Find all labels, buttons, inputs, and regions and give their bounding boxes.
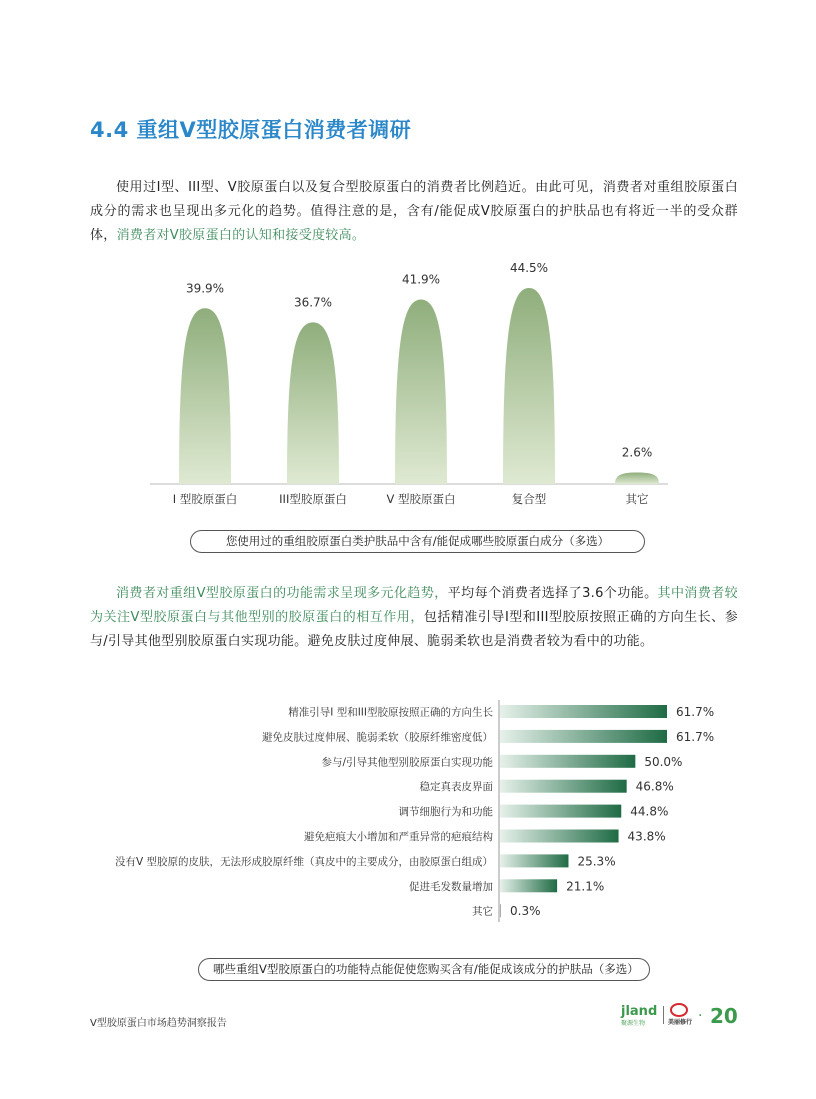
category-label-4: 其它 xyxy=(625,492,649,506)
footer-report-title: V型胶原蛋白市场趋势洞察报告 xyxy=(90,1018,227,1029)
logo-separator xyxy=(663,1006,664,1024)
hbar-value-5: 43.8% xyxy=(627,829,666,844)
category-label-2: V 型胶原蛋白 xyxy=(386,492,456,506)
hbar-1 xyxy=(500,730,667,743)
hbar-category-2: 参与/引导其他型别胶原蛋白实现功能 xyxy=(321,756,493,769)
hbar-category-6: 没有V 型胶原的皮肤，无法形成胶原纤维（真皮中的主要成分，由胶原蛋白组成） xyxy=(114,855,493,868)
bar-value-label-1: 36.7% xyxy=(293,295,333,310)
function-paragraph-highlight: 消费者对重组V型胶原蛋白的功能需求呈现多元化趋势， xyxy=(116,586,448,601)
function-paragraph-text: 平均每个消费者选择了3.6个功能。 xyxy=(447,586,658,601)
intro-paragraph-text: 使用过I型、III型、V胶原蛋白以及复合型胶原蛋白的消费者比例趋近。由此可见，消费者对重组胶原蛋白成分的需求也呈现出多元化的趋势。值得注意的是，含有/能促成V胶原蛋白的护肤品也有将近一半的受众群体， xyxy=(90,180,738,243)
hbar-7 xyxy=(500,879,557,892)
bar-value-label-0: 39.9% xyxy=(185,281,225,296)
function-paragraph-text-2: 包括精准引导I型和III型胶原按照正确的方向生长、参与/引导其他型别胶原蛋白实现功能。避免皮肤过度伸展、脆弱柔软也是消费者较为看中的功能。 xyxy=(90,610,738,649)
jland-logo: jland xyxy=(621,1004,658,1019)
hbar-category-7: 促进毛发数量增加 xyxy=(409,880,493,893)
hbar-value-1: 61.7% xyxy=(676,729,715,744)
hbar-5 xyxy=(500,830,619,843)
hbar-value-6: 25.3% xyxy=(577,854,616,869)
category-label-1: III型胶原蛋白 xyxy=(279,492,347,506)
partner-logo-icon xyxy=(670,1003,688,1017)
hbar-value-4: 44.8% xyxy=(630,804,669,819)
hbar-8 xyxy=(500,904,501,917)
page-number: 20 xyxy=(710,1004,738,1028)
hbar-6 xyxy=(500,854,568,867)
jland-logo-subtitle: 聚源生物 xyxy=(621,1020,646,1027)
intro-paragraph-highlight: 消费者对V胶原蛋白的认知和接受度较高。 xyxy=(116,228,366,243)
hbar-2 xyxy=(500,755,635,768)
ingredient-chart-caption: 您使用过的重组胶原蛋白类护肤品中含有/能促成哪些胶原蛋白成分（多选） xyxy=(190,530,645,553)
category-label-3: 复合型 xyxy=(511,492,547,506)
hbar-value-7: 21.1% xyxy=(566,879,605,894)
hbar-value-0: 61.7% xyxy=(676,705,715,719)
bar-value-label-3: 44.5% xyxy=(509,261,549,275)
hbar-0 xyxy=(500,705,667,718)
hbar-4 xyxy=(500,805,621,818)
hbar-value-8: 0.3% xyxy=(510,904,541,919)
hbar-category-8: 其它 xyxy=(472,905,493,918)
hbar-category-5: 避免疤痕大小增加和严重异常的疤痕结构 xyxy=(304,831,493,843)
hbar-category-4: 调节细胞行为和功能 xyxy=(398,806,493,819)
function-paragraph-highlight-2: 其中消费者较为关注V型胶原蛋白与其他型别的胶原蛋白的相互作用， xyxy=(90,586,738,625)
hbar-category-0: 精准引导I 型和III型胶原按照正确的方向生长 xyxy=(288,706,493,719)
hbar-category-3: 稳定真表皮界面 xyxy=(419,781,493,794)
hbar-category-1: 避免皮肤过度伸展、脆弱柔软（胶原纤维密度低） xyxy=(262,731,493,744)
section-heading: 4.4 重组V型胶原蛋白消费者调研 xyxy=(90,118,412,142)
hbar-value-2: 50.0% xyxy=(644,754,683,769)
partner-logo-subtitle: 美丽修行 xyxy=(668,1019,693,1026)
bar-value-label-2: 41.9% xyxy=(401,272,441,287)
function-chart-caption: 哪些重组V型胶原蛋白的功能特点能促使您购买含有/能促成该成分的护肤品（多选） xyxy=(198,958,650,981)
bar-value-label-4: 2.6% xyxy=(621,445,653,460)
category-label-0: I 型胶原蛋白 xyxy=(172,492,238,506)
page-separator: · xyxy=(698,1008,703,1024)
hbar-3 xyxy=(500,780,627,793)
hbar-value-3: 46.8% xyxy=(635,779,674,794)
